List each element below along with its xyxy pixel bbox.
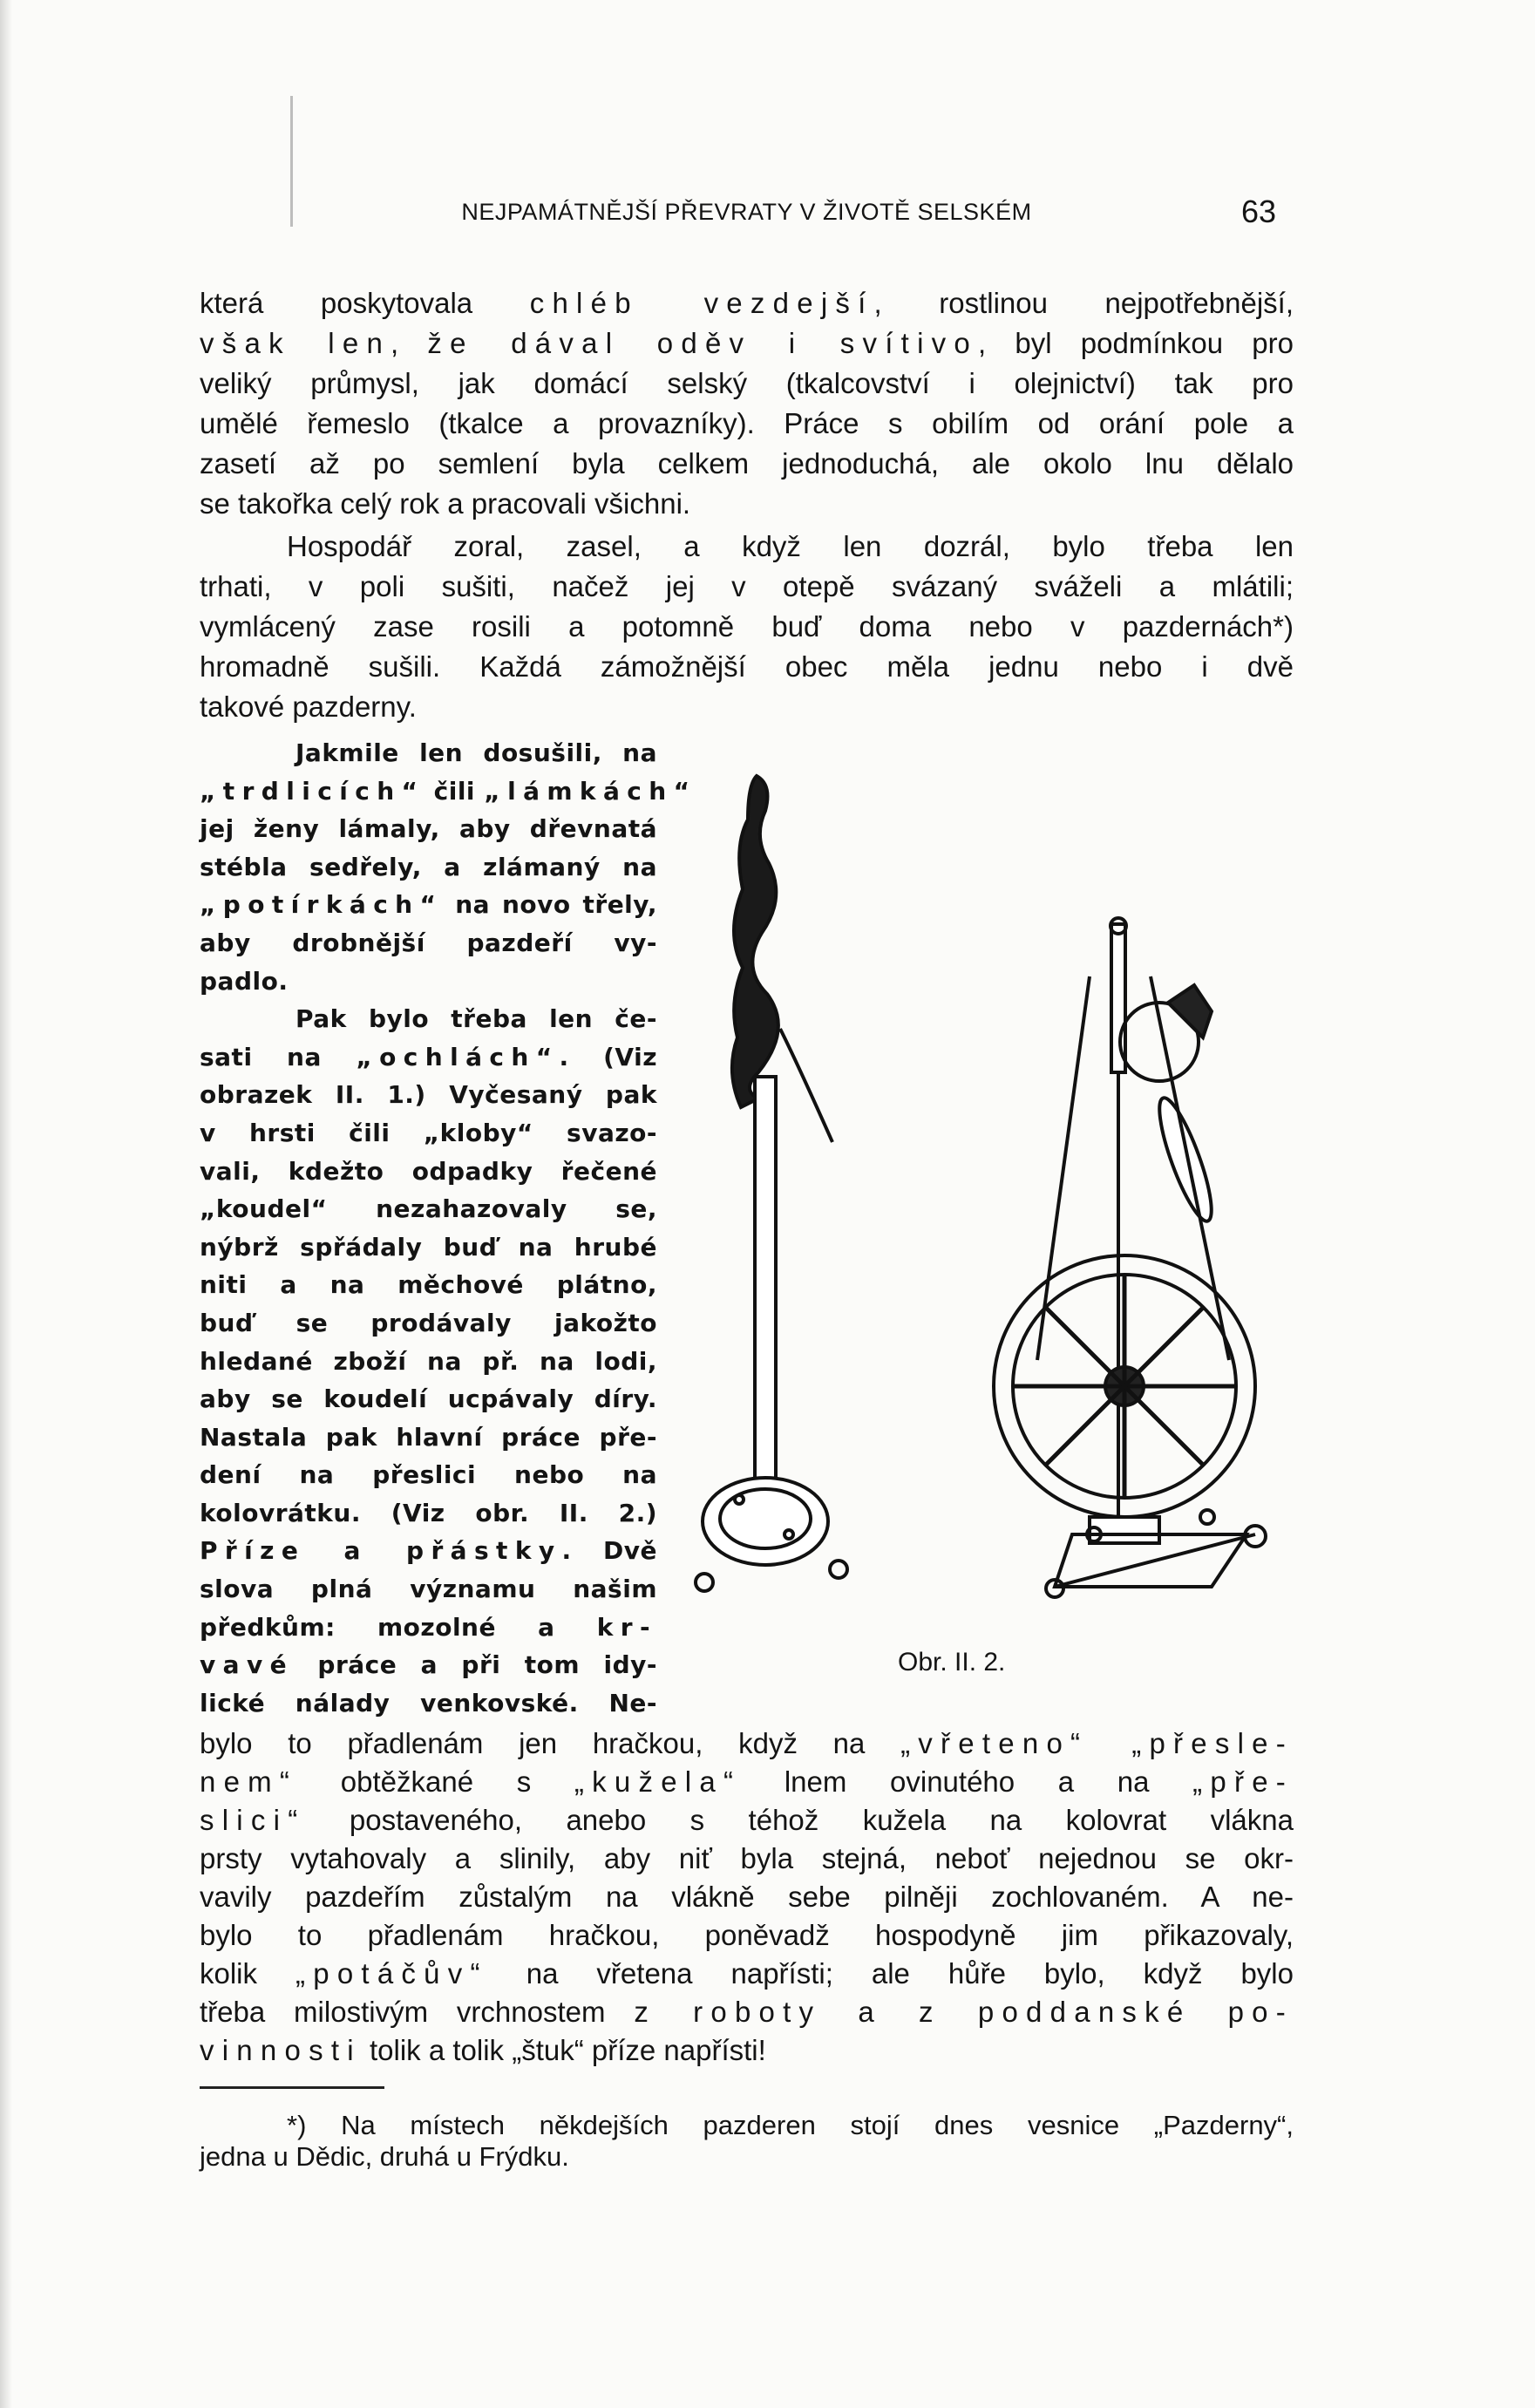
text-segment: nýbrž spřádaly buď na hrubé [200,1232,657,1262]
emphasized-text: „lámkách“ [484,776,697,806]
text-segment: se takořka celý rok a pracovali všichni. [200,487,691,520]
text-line [200,1609,657,1647]
text-line [200,1724,1294,1763]
emphasized-text: „kužela“ [574,1765,742,1798]
text-line [200,687,1294,727]
text-line [200,1646,657,1684]
running-header [200,194,1294,237]
emphasized-text: však len [200,327,391,359]
text-segment: dení na přeslici nebo na [200,1460,657,1490]
paragraph-2 [200,527,1294,727]
text-line [200,1993,1294,2031]
text-segment: čili [425,776,485,806]
text-line [200,734,657,772]
text-segment: lnem ovinutého a na [741,1765,1193,1798]
emphasized-text: „pře- [1192,1765,1294,1798]
text-line [200,963,657,1001]
text-line [200,1456,657,1494]
text-line [200,1114,657,1153]
text-segment: trhati, v poli sušiti, načež jej v otepě svázaný sváželi a mlátili; [200,570,1294,602]
text-line [200,1570,657,1609]
text-segment: jedna u Dědic, druhá u Frýdku. [200,2141,569,2172]
emphasized-text: „potáčův“ [295,1957,488,1990]
text-line [200,364,1294,404]
emphasized-text: že dával oděv i svítivo [427,327,978,359]
text-segment: *) Na místech někdejších pazderen stojí dnes vesnice „Pazderny“, [287,2110,1294,2140]
emphasized-text: vinnosti [200,2034,362,2066]
text-segment: tolik a tolik „štuk“ příze napřísti! [361,2034,766,2066]
emphasized-text: „trdlicích“ [200,776,425,806]
emphasized-text: slici“ [200,1804,306,1836]
text-segment: jej ženy lámaly, aby dřevnatá [200,814,657,844]
text-line [200,404,1294,444]
text-segment: buď se prodávaly jakožto [200,1308,657,1337]
page-number: 63 [1240,194,1276,229]
emphasized-text: Příze a přástky [200,1536,562,1566]
text-segment: Hospodář zoral, zasel, a když len dozrál, bylo třeba len [287,530,1294,562]
text-line [200,444,1294,484]
text-line [200,2110,1294,2141]
text-line [200,1000,657,1038]
text-segment: kolovrátku. (Viz obr. II. 2.) [200,1498,657,1527]
text-segment: stébla sedřely, a zlámaný na [200,852,657,881]
text-line [200,1955,1294,1993]
text-segment: , [391,327,428,359]
text-line [200,924,657,963]
text-segment: která poskytovala [200,287,530,319]
text-segment: slova plná významu našim [200,1575,657,1604]
text-segment: prsty vytahovaly a slinily, aby niť byla stejná, neboť nejednou se okr- [200,1842,1294,1874]
text-line [200,1418,657,1457]
emphasized-text: z roboty a z poddanské po- [634,1996,1294,2028]
emphasized-text: „vřeteno“ „přesle- [900,1727,1294,1759]
text-line [200,527,1294,567]
footnote-rule [200,2086,384,2089]
text-line [200,1763,1294,1801]
text-line [200,2141,1294,2173]
footnote [200,2110,1294,2173]
text-segment: sati na [200,1042,357,1071]
text-segment: na novo třely, [443,890,657,920]
text-segment: , byl podmínkou pro [977,327,1294,359]
text-segment: , rostlinou nejpotřebnější, [873,287,1294,319]
text-segment: vavily pazdeřím zůstalým na vlákně sebe pilněji zochlovaném. A ne- [200,1881,1294,1913]
text-line [200,1840,1294,1878]
text-line [200,567,1294,607]
text-segment: v hrsti čili „kloby“ svazo- [200,1118,657,1147]
text-line [200,1153,657,1191]
text-segment: na vřetena napřísti; ale hůře bylo, když bylo [487,1957,1294,1990]
emphasized-text: vavé [200,1650,294,1680]
text-line [200,323,1294,364]
emphasized-text: „potírkách“ [200,890,444,920]
text-segment: třeba milostivým vrchnostem [200,1996,635,2028]
text-line [200,1380,657,1418]
text-line [200,484,1294,524]
text-segment: předkům: mozolné a [200,1612,597,1642]
paragraph-3 [200,1724,1294,2070]
text-segment: obrazek II. 1.) Vyčesaný pak [200,1080,657,1110]
text-segment: „koudel“ nezahazovaly se, [200,1194,657,1224]
text-line [200,1494,657,1533]
text-line [200,810,657,848]
text-segment: bylo to přadlenám jen hračkou, když na [200,1727,901,1759]
distaff-drawing [696,776,847,1591]
emphasized-text: chléb vezdejší [529,287,874,319]
text-segment: Jakmile len dosušili, na [295,738,657,767]
text-line [200,1684,657,1723]
text-line [200,1190,657,1228]
text-segment: kolik [200,1957,296,1990]
text-line [200,886,657,924]
text-segment: zasetí až po semlení byla celkem jednoduchá, ale okolo lnu dělalo [200,447,1294,480]
text-segment: hromadně sušili. Každá zámožnější obec měla jednu nebo i dvě [200,650,1294,683]
text-line [200,1228,657,1267]
text-segment: . (Viz [559,1042,657,1071]
text-line [200,848,657,887]
text-line [200,772,697,811]
text-segment: vymlácený zase rosili a potomně buď doma nebo v pazdernách*) [200,610,1294,643]
text-segment: vali, kdežto odpadky řečené [200,1156,657,1186]
emphasized-text: kr- [596,1612,657,1642]
text-segment: bylo to přadlenám hračkou, poněvadž hospodyně jim přikazovaly, [200,1919,1294,1951]
text-segment: umělé řemeslo (tkalce a provazníky). Práce s obilím od orání pole a [200,407,1294,439]
text-segment: hledané zboží na př. na lodi, [200,1346,657,1376]
text-line [200,1343,657,1381]
spinning-illustration [680,758,1290,1639]
text-segment: lické nálady venkovské. Ne- [200,1688,657,1718]
text-segment: takové pazderny. [200,690,417,723]
text-line [200,283,1294,323]
text-segment: Nastala pak hlavní práce pře- [200,1422,657,1452]
text-segment: veliký průmysl, jak domácí selský (tkalcovství i olejnictví) tak pro [200,367,1294,399]
figure-caption: Obr. II. 2. [898,1648,1006,1677]
text-line [200,1038,657,1077]
text-line [200,1878,1294,1916]
spinning-wheel-drawing [994,918,1266,1597]
paragraph-1 [200,283,1294,524]
text-segment: obtěžkané s [297,1765,574,1798]
text-segment: niti a na měchové plátno, [200,1270,657,1300]
text-segment: aby se koudelí ucpávaly díry. [200,1384,657,1414]
text-line [200,1304,657,1343]
emphasized-text: „ochlách“ [356,1042,560,1071]
text-segment: postaveného, anebo s téhož kužela na kolovrat vlákna [305,1804,1294,1836]
text-line [200,647,1294,687]
scan-edge [0,0,12,2408]
text-segment: práce a při tom idy- [294,1650,657,1680]
text-segment: padlo. [200,966,289,996]
paragraph-narrow-column [200,734,697,1722]
text-line [200,1532,657,1570]
text-segment: aby drobnější pazdeří vy- [200,928,657,957]
text-segment: . Dvě [561,1536,657,1566]
text-line [200,2031,1294,2070]
text-line [200,607,1294,647]
running-title: NEJPAMÁTNĚJŠÍ PŘEVRATY V ŽIVOTĚ SELSKÉM [461,199,1032,225]
text-segment: Pak bylo třeba len če- [295,1004,657,1034]
text-line [200,1266,657,1304]
text-line [200,1076,657,1114]
text-line [200,1801,1294,1840]
emphasized-text: nem“ [200,1765,298,1798]
text-line [200,1916,1294,1955]
